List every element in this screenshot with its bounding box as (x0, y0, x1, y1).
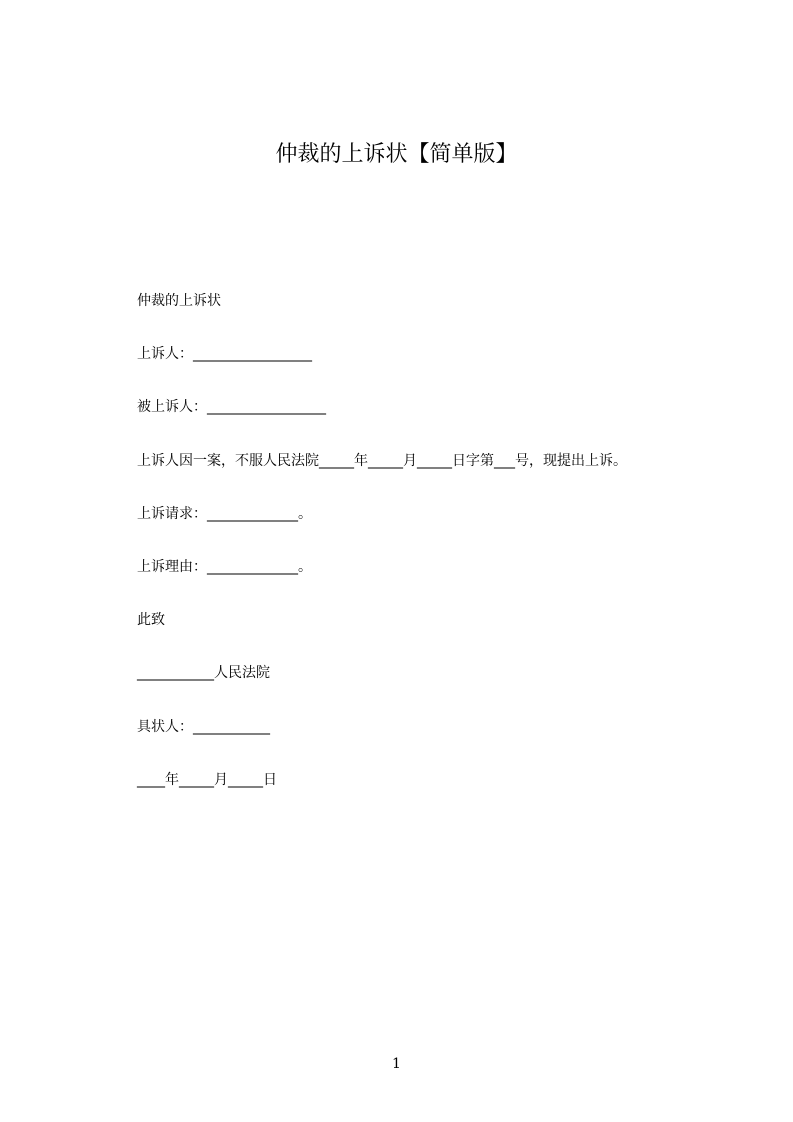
appellant-line: 上诉人：_________________ (137, 346, 312, 363)
appeal-request-line: 上诉请求：_____________。 (137, 505, 312, 522)
document-body (137, 288, 757, 820)
appeal-reason-line: 上诉理由：_____________。 (137, 558, 312, 575)
page-number: 1 (392, 1056, 401, 1072)
document-title: 仲裁的上诉状【简单版】 (275, 142, 518, 167)
heading-line: 仲裁的上诉状 (137, 293, 221, 309)
salutation-line: 此致 (137, 612, 165, 629)
case-statement-line: 上诉人因一案，不服人民法院_____年_____月_____日字第___号，现提出上诉。 (137, 452, 627, 469)
filer-line: 具状人：___________ (137, 718, 270, 735)
court-line: ___________人民法院 (137, 665, 270, 682)
appellee-line: 被上诉人：_________________ (137, 399, 326, 416)
date-line: ____年_____月_____日 (137, 771, 277, 788)
